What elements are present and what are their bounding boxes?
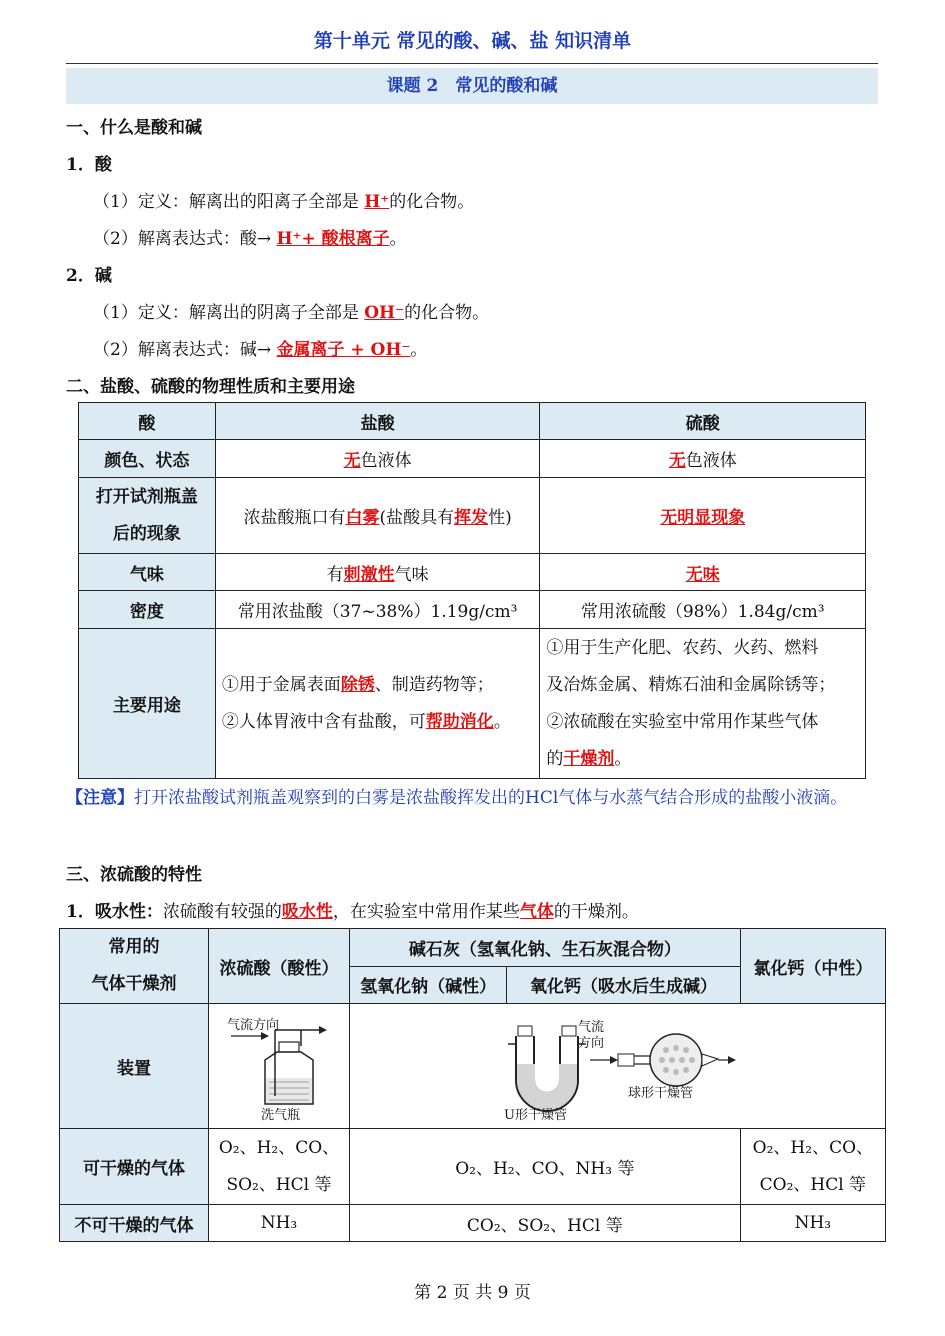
lesson-title: 课题 2 常见的酸和碱 xyxy=(386,76,558,96)
header-drying-agent xyxy=(60,929,209,1004)
row-label-density: 密度 xyxy=(79,591,216,629)
h2so4-use-line3: ②浓硫酸在实验室中常用作某些气体 xyxy=(546,711,819,732)
h2so4-smell-answer: 无味 xyxy=(685,564,720,585)
hcl-color-answer: 无 xyxy=(343,451,361,471)
hcl-phen-answer1: 白雾 xyxy=(345,508,380,528)
water-absorption-d: 的干燥剂。 xyxy=(553,902,639,922)
header-hcl: 盐酸 xyxy=(215,403,540,440)
hcl-use-1a: ①用于金属表面 xyxy=(221,674,341,695)
water-absorption-line xyxy=(66,897,639,922)
header-cao: 氧化钙（吸水后生成碱） xyxy=(507,966,740,1004)
acid-definition xyxy=(93,187,474,212)
base-def-suffix: 的化合物。 xyxy=(404,303,490,323)
table-row xyxy=(60,929,886,967)
section1-heading: 一、什么是酸和碱 xyxy=(66,118,202,138)
drying-agents-table xyxy=(59,928,886,1242)
base-definition xyxy=(93,298,489,323)
water-absorption-b: 浓硫酸有较强的 xyxy=(162,902,282,922)
h2so4-can-dry-a: O₂、H₂、CO、 xyxy=(218,1137,340,1158)
flow-direction-label-b: 方向 xyxy=(578,1036,605,1051)
u-tube-label: U形干燥管 xyxy=(504,1108,567,1123)
lesson-title-bar xyxy=(66,68,878,104)
acid-expr-answer: H⁺+ 酸根离子 xyxy=(276,229,390,249)
hcl-use-1-answer: 除锈 xyxy=(340,674,375,695)
header-drying-agent-a: 常用的 xyxy=(108,937,160,957)
hcl-use-1 xyxy=(222,667,534,704)
h2so4-can-dry xyxy=(209,1129,350,1205)
cacl2-can-dry-a: O₂、H₂、CO、 xyxy=(752,1137,874,1158)
header-h2so4: 硫酸 xyxy=(540,403,866,440)
acid-properties-table xyxy=(78,402,866,779)
drying-tubes-icon xyxy=(350,1004,885,1128)
acid-def-suffix: 的化合物。 xyxy=(389,192,475,212)
h2so4-use-4-answer: 干燥剂 xyxy=(563,748,615,769)
water-absorption-answer1: 吸水性 xyxy=(281,902,333,922)
table-row xyxy=(79,440,866,478)
acid-heading: 1．酸 xyxy=(66,155,112,175)
h2so4-can-dry-b: SO₂、HCl 等 xyxy=(226,1174,332,1195)
header-naoh: 氢氧化钠（碱性） xyxy=(350,966,507,1004)
table-row xyxy=(60,1004,886,1129)
h2so4-color-answer: 无 xyxy=(668,451,686,471)
flow-direction-label: 气流方向 xyxy=(227,1018,280,1033)
hcl-use-2a: ②人体胃液中含有盐酸，可 xyxy=(221,711,426,732)
base-heading: 2．碱 xyxy=(66,266,112,286)
section2-heading: 二、盐酸、硫酸的物理性质和主要用途 xyxy=(66,377,355,397)
row-label-cannot-dry: 不可干燥的气体 xyxy=(60,1205,209,1242)
row-label-open-bottle-a: 打开试剂瓶盖 xyxy=(95,486,198,507)
acid-expr-suffix: 。 xyxy=(389,229,407,249)
header-drying-agent-b: 气体干燥剂 xyxy=(91,974,177,994)
h2so4-color-state xyxy=(540,440,866,478)
h2so4-uses xyxy=(540,629,866,779)
table-row xyxy=(60,1129,886,1205)
acid-expr-prefix: （2）解离表达式：酸→ xyxy=(93,229,277,249)
hcl-smell-b: 气味 xyxy=(394,564,429,585)
hcl-color-state xyxy=(215,440,540,478)
base-expression xyxy=(93,335,427,360)
acid-def-prefix: （1）定义：解离出的阳离子全部是 xyxy=(93,192,365,212)
title-divider xyxy=(66,63,878,64)
table-row xyxy=(79,403,866,440)
ball-drying-tube-label: 球形干燥管 xyxy=(628,1086,694,1101)
h2so4-use-line4 xyxy=(546,741,859,778)
page-footer: 第 2 页 共 9 页 xyxy=(414,1283,531,1303)
gas-washing-bottle-label: 洗气瓶 xyxy=(261,1108,301,1123)
row-label-uses: 主要用途 xyxy=(79,629,216,779)
hcl-color-rest: 色液体 xyxy=(360,451,412,471)
header-cacl2: 氯化钙（中性） xyxy=(740,929,885,1004)
hcl-phen-c: 性) xyxy=(488,508,512,528)
row-label-open-bottle-b: 后的现象 xyxy=(112,523,181,544)
h2so4-use-4b: 。 xyxy=(614,748,632,769)
table-row xyxy=(79,629,866,779)
header-conc-h2so4: 浓硫酸（酸性） xyxy=(209,929,350,1004)
base-def-prefix: （1）定义：解离出的阴离子全部是 xyxy=(93,303,365,323)
h2so4-smell xyxy=(540,554,866,591)
note-text: 打开浓盐酸试剂瓶盖观察到的白雾是浓盐酸挥发出的HCl气体与水蒸气结合形成的盐酸小液滴。 xyxy=(134,788,848,808)
hcl-smell-a: 有 xyxy=(326,564,344,585)
table-row xyxy=(79,554,866,591)
hcl-smell xyxy=(215,554,540,591)
table-row xyxy=(79,591,866,629)
base-expr-suffix: 。 xyxy=(410,340,428,360)
row-label-open-bottle xyxy=(79,478,216,554)
section3-heading: 三、浓硫酸的特性 xyxy=(66,865,202,885)
row-label-can-dry: 可干燥的气体 xyxy=(60,1129,209,1205)
drying-tubes-diagram xyxy=(350,1004,885,1128)
soda-lime-can-dry: O₂、H₂、CO、NH₃ 等 xyxy=(350,1129,741,1205)
table-row xyxy=(79,478,866,554)
h2so4-phenomenon xyxy=(540,478,866,554)
acid-def-answer: H⁺ xyxy=(364,192,390,212)
row-label-apparatus: 装置 xyxy=(60,1004,209,1129)
document-title: 第十单元 常见的酸、碱、盐 知识清单 xyxy=(313,30,632,52)
gas-washing-bottle-cell xyxy=(209,1004,350,1129)
h2so4-cannot-dry: NH₃ xyxy=(209,1205,350,1242)
water-absorption-answer2: 气体 xyxy=(519,902,554,922)
water-absorption-label: 1．吸水性： xyxy=(66,902,163,922)
table-row xyxy=(60,1205,886,1242)
h2so4-color-rest: 色液体 xyxy=(685,451,737,471)
hcl-use-2 xyxy=(222,704,534,741)
row-label-smell: 气味 xyxy=(79,554,216,591)
base-expr-prefix: （2）解离表达式：碱→ xyxy=(93,340,277,360)
hcl-use-2-answer: 帮助消化 xyxy=(425,711,494,732)
drying-tubes-cell xyxy=(350,1004,886,1129)
soda-lime-cannot-dry: CO₂、SO₂、HCl 等 xyxy=(350,1205,741,1242)
h2so4-use-4a: 的 xyxy=(546,748,564,769)
header-acid: 酸 xyxy=(79,403,216,440)
h2so4-phen-answer: 无明显现象 xyxy=(660,508,746,528)
hcl-phenomenon xyxy=(215,478,540,554)
base-expr-answer: 金属离子 + OH⁻ xyxy=(276,340,411,360)
hcl-phen-a: 浓盐酸瓶口有 xyxy=(243,508,346,528)
header-soda-lime: 碱石灰（氢氧化钠、生石灰混合物） xyxy=(350,929,741,967)
note-paragraph xyxy=(66,780,881,817)
hcl-phen-answer2: 挥发 xyxy=(454,508,489,528)
hcl-uses xyxy=(215,629,540,779)
row-label-color-state: 颜色、状态 xyxy=(79,440,216,478)
acid-expression xyxy=(93,224,407,249)
cacl2-can-dry xyxy=(740,1129,885,1205)
hcl-phen-b: (盐酸具有 xyxy=(379,508,455,528)
base-def-answer: OH⁻ xyxy=(364,303,405,323)
water-absorption-c: ，在实验室中常用作某些 xyxy=(332,902,520,922)
cacl2-cannot-dry: NH₃ xyxy=(740,1205,885,1242)
hcl-smell-answer: 刺激性 xyxy=(343,564,395,585)
cacl2-can-dry-b: CO₂、HCl 等 xyxy=(759,1174,867,1195)
h2so4-use-line1: ①用于生产化肥、农药、火药、燃料 xyxy=(546,637,819,658)
hcl-use-2b: 。 xyxy=(493,711,511,732)
note-tag: 【注意】 xyxy=(66,788,134,808)
flow-direction-label-a: 气流 xyxy=(578,1020,605,1035)
h2so4-use-line2: 及冶炼金属、精炼石油和金属除锈等； xyxy=(546,674,836,695)
hcl-use-1b: 、制造药物等； xyxy=(374,674,494,695)
gas-washing-bottle-diagram xyxy=(209,1004,349,1128)
h2so4-density: 常用浓硫酸（98%）1.84g/cm³ xyxy=(540,591,866,629)
hcl-density: 常用浓盐酸（37~38%）1.19g/cm³ xyxy=(215,591,540,629)
